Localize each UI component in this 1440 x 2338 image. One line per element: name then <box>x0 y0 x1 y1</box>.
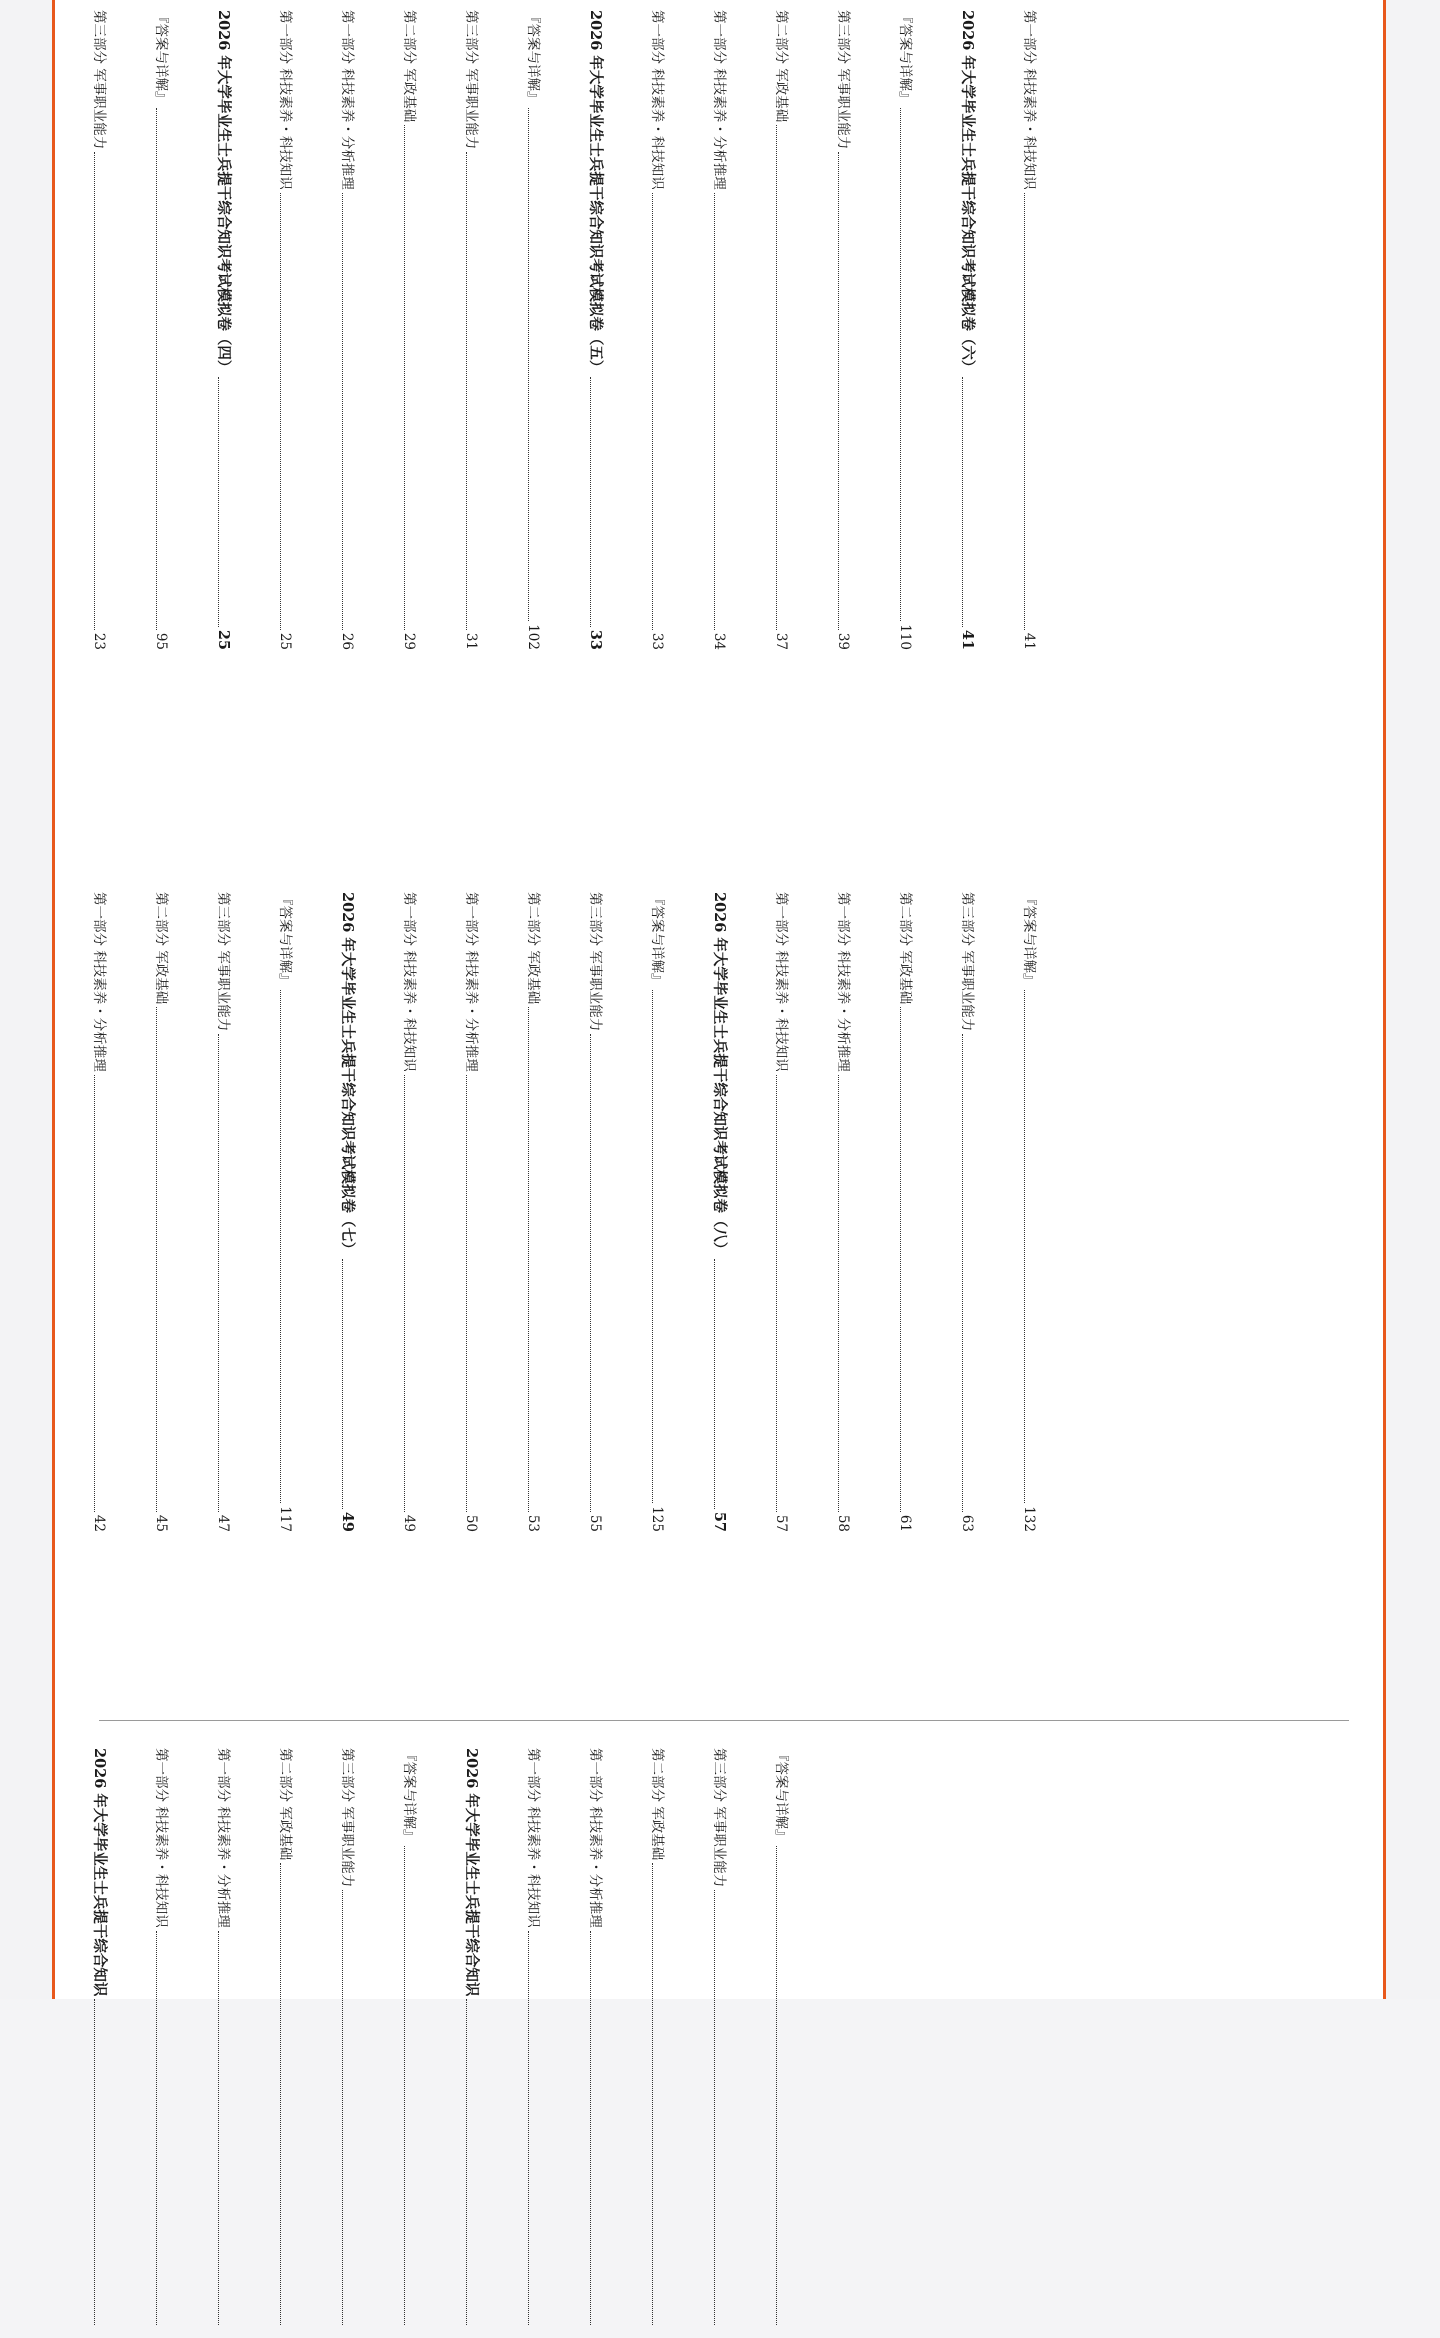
toc-entry[interactable] <box>647 892 671 1532</box>
toc-leader-dots <box>962 1034 964 1512</box>
toc-leader-dots <box>776 1846 778 2326</box>
toc-leader-dots <box>590 1034 592 1512</box>
toc-entry[interactable] <box>151 892 175 1532</box>
toc-entry-title: 『答案与详解』 <box>1021 892 1037 987</box>
toc-leader-dots <box>776 1075 778 1512</box>
column-divider <box>99 1720 1349 1721</box>
toc-entry[interactable] <box>275 1748 299 2328</box>
toc-page-number: 23 <box>91 632 107 650</box>
toc-page-number: 49 <box>339 1511 356 1532</box>
toc-leader-dots <box>466 152 468 630</box>
toc-leader-dots <box>1024 193 1026 630</box>
toc-leader-dots <box>218 1931 220 2325</box>
toc-entry-title: 第一部分 科技素养・科技知识 <box>649 10 665 190</box>
toc-column-1 <box>55 0 1389 660</box>
toc-page-number: 34 <box>711 632 727 650</box>
toc-leader-dots <box>838 152 840 630</box>
toc-leader-dots <box>94 1999 96 2325</box>
toc-page-number: 58 <box>835 1514 851 1532</box>
toc-page-number: 61 <box>897 1514 913 1532</box>
toc-page-number: 102 <box>525 624 541 650</box>
toc-entry-title: 『答案与详解』 <box>153 10 169 105</box>
toc-entry-title: 第三部分 军事职业能力 <box>587 892 603 1032</box>
toc-page <box>52 0 1386 1999</box>
toc-entry-title: 第二部分 军政基础 <box>277 1748 293 1861</box>
toc-entry[interactable] <box>275 892 299 1532</box>
toc-leader-dots <box>218 1034 220 1512</box>
toc-page-number: 29 <box>401 632 417 650</box>
toc-entry[interactable] <box>89 10 113 650</box>
toc-entry-title: 2026 年大学毕业生士兵提干综合知识考试模拟卷（四） <box>215 10 232 375</box>
toc-entry-title: 『答案与详解』 <box>525 10 541 105</box>
toc-leader-dots <box>528 108 530 622</box>
toc-leader-dots <box>280 990 282 1504</box>
toc-entry-title: 『答案与详解』 <box>649 892 665 987</box>
toc-entry[interactable] <box>833 10 857 650</box>
toc-page-number: 47 <box>215 1514 231 1532</box>
toc-entry-title: 第三部分 军事职业能力 <box>711 1748 727 1888</box>
toc-leader-dots <box>404 1075 406 1512</box>
toc-leader-dots <box>528 1931 530 2325</box>
toc-leader-dots <box>962 377 964 626</box>
toc-entry[interactable] <box>213 892 237 1532</box>
toc-leader-dots <box>528 1007 530 1512</box>
toc-page-number: 125 <box>649 1506 665 1532</box>
toc-entry[interactable] <box>213 1748 237 2328</box>
toc-entry-title: 第一部分 科技素养・分析推理 <box>711 10 727 190</box>
toc-entry[interactable] <box>523 1748 547 2328</box>
toc-section-title[interactable] <box>337 892 361 1532</box>
toc-leader-dots <box>900 1007 902 1512</box>
toc-entry-title: 第三部分 军事职业能力 <box>463 10 479 150</box>
toc-page-number: 57 <box>711 1511 728 1532</box>
toc-entry-title: 2026 年大学毕业生士兵提干综合知识 <box>463 1748 480 1997</box>
toc-entry-title: 第三部分 军事职业能力 <box>339 1748 355 1888</box>
toc-entry[interactable] <box>275 10 299 650</box>
toc-page-number: 117 <box>277 1506 293 1532</box>
toc-entry-title: 第一部分 科技素养・分析推理 <box>91 892 107 1072</box>
toc-section-title[interactable] <box>89 1748 113 2328</box>
toc-entry-title: 『答案与详解』 <box>773 1748 789 1843</box>
toc-page-number: 95 <box>153 632 169 650</box>
toc-entry[interactable] <box>833 892 857 1532</box>
rotated-content <box>55 0 1389 1999</box>
toc-page-number: 132 <box>1021 1506 1037 1532</box>
toc-leader-dots <box>156 108 158 630</box>
toc-leader-dots <box>404 1846 406 2326</box>
toc-page-number: 26 <box>339 632 355 650</box>
toc-entry[interactable] <box>337 1748 361 2328</box>
toc-leader-dots <box>652 193 654 630</box>
toc-entry[interactable] <box>461 10 485 650</box>
toc-entry[interactable] <box>461 892 485 1532</box>
toc-entry[interactable] <box>89 892 113 1532</box>
toc-entry[interactable] <box>957 892 981 1532</box>
toc-entry-title: 第三部分 军事职业能力 <box>835 10 851 150</box>
toc-leader-dots <box>652 1863 654 2325</box>
toc-entry[interactable] <box>399 10 423 650</box>
toc-page-number: 41 <box>959 629 976 650</box>
toc-entry-title: 『答案与详解』 <box>897 10 913 105</box>
toc-leader-dots <box>838 1075 840 1512</box>
toc-leader-dots <box>342 193 344 630</box>
toc-entry-title: 第一部分 科技素养・科技知识 <box>773 892 789 1072</box>
toc-entry[interactable] <box>895 892 919 1532</box>
toc-entry-title: 第二部分 军政基础 <box>897 892 913 1005</box>
toc-entry-title: 第三部分 军事职业能力 <box>959 892 975 1032</box>
toc-leader-dots <box>342 1890 344 2325</box>
toc-leader-dots <box>714 193 716 630</box>
toc-entry-title: 第二部分 军政基础 <box>649 1748 665 1861</box>
toc-entry-title: 第一部分 科技素养・科技知识 <box>1021 10 1037 190</box>
toc-leader-dots <box>342 1259 344 1508</box>
toc-leader-dots <box>94 152 96 630</box>
toc-entry-title: 『答案与详解』 <box>401 1748 417 1843</box>
toc-leader-dots <box>1024 990 1026 1504</box>
toc-leader-dots <box>280 193 282 630</box>
toc-leader-dots <box>218 377 220 626</box>
toc-entry-title: 第一部分 科技素养・科技知识 <box>153 1748 169 1928</box>
toc-page-number: 57 <box>773 1514 789 1532</box>
toc-page-number: 42 <box>91 1514 107 1532</box>
toc-page-number: 49 <box>401 1514 417 1532</box>
toc-entry-title: 第一部分 科技素养・分析推理 <box>835 892 851 1072</box>
toc-leader-dots <box>776 125 778 630</box>
toc-entry-title: 第二部分 军政基础 <box>773 10 789 123</box>
toc-entry[interactable] <box>771 1748 795 2328</box>
toc-entry[interactable] <box>585 892 609 1532</box>
toc-entry[interactable] <box>1019 10 1043 650</box>
toc-entry-title: 第二部分 军政基础 <box>401 10 417 123</box>
toc-page-number: 25 <box>215 629 232 650</box>
toc-entry-title: 第二部分 军政基础 <box>153 892 169 1005</box>
toc-entry-title: 第一部分 科技素养・分析推理 <box>215 1748 231 1928</box>
right-background <box>1388 0 1440 1999</box>
toc-page-number: 33 <box>587 629 604 650</box>
toc-page-number: 53 <box>525 1514 541 1532</box>
toc-entry[interactable] <box>523 10 547 650</box>
toc-leader-dots <box>156 1007 158 1512</box>
toc-leader-dots <box>404 125 406 630</box>
toc-entry[interactable] <box>647 10 671 650</box>
toc-entry-title: 第一部分 科技素养・分析推理 <box>587 1748 603 1928</box>
toc-entry-title: 第三部分 军事职业能力 <box>91 10 107 150</box>
toc-page-number: 39 <box>835 632 851 650</box>
toc-leader-dots <box>466 1075 468 1512</box>
toc-entry[interactable] <box>523 892 547 1532</box>
toc-section-title[interactable] <box>957 10 981 650</box>
toc-page-number: 63 <box>959 1514 975 1532</box>
toc-page-number: 41 <box>1021 632 1037 650</box>
toc-entry-title: 第一部分 科技素养・科技知识 <box>401 892 417 1072</box>
toc-page-number: 25 <box>277 632 293 650</box>
toc-page-number: 110 <box>897 624 913 650</box>
toc-leader-dots <box>652 990 654 1504</box>
toc-entry[interactable] <box>771 892 795 1532</box>
toc-column-2 <box>55 882 1389 1542</box>
toc-entry-title: 2026 年大学毕业生士兵提干综合知识考试模拟卷（六） <box>959 10 976 375</box>
toc-leader-dots <box>466 1999 468 2325</box>
left-background <box>0 0 52 1999</box>
toc-entry[interactable] <box>585 1748 609 2328</box>
toc-leader-dots <box>590 377 592 626</box>
toc-page-number: 31 <box>463 632 479 650</box>
toc-entry[interactable] <box>399 1748 423 2328</box>
toc-page-number: 50 <box>463 1514 479 1532</box>
toc-entry-title: 2026 年大学毕业生士兵提干综合知识考试模拟卷（五） <box>587 10 604 375</box>
toc-entry[interactable] <box>771 10 795 650</box>
toc-page-number: 45 <box>153 1514 169 1532</box>
toc-entry[interactable] <box>337 10 361 650</box>
toc-entry[interactable] <box>151 10 175 650</box>
toc-entry[interactable] <box>709 10 733 650</box>
toc-entry-title: 第三部分 军事职业能力 <box>215 892 231 1032</box>
toc-entry[interactable] <box>709 1748 733 2328</box>
toc-leader-dots <box>714 1890 716 2325</box>
toc-entry[interactable] <box>895 10 919 650</box>
toc-entry-title: 第一部分 科技素养・分析推理 <box>339 10 355 190</box>
toc-page-number: 37 <box>773 632 789 650</box>
toc-leader-dots <box>590 1931 592 2325</box>
toc-entry-title: 2026 年大学毕业生士兵提干综合知识考试模拟卷（七） <box>339 892 356 1257</box>
toc-entry-title: 第一部分 科技素养・分析推理 <box>463 892 479 1072</box>
toc-section-title[interactable] <box>585 10 609 650</box>
toc-section-title[interactable] <box>709 892 733 1532</box>
toc-entry-title: 『答案与详解』 <box>277 892 293 987</box>
toc-leader-dots <box>156 1931 158 2325</box>
toc-entry[interactable] <box>399 892 423 1532</box>
toc-entry-title: 2026 年大学毕业生士兵提干综合知识 <box>91 1748 108 1997</box>
toc-page-number: 33 <box>649 632 665 650</box>
toc-entry[interactable] <box>647 1748 671 2328</box>
toc-leader-dots <box>280 1863 282 2325</box>
toc-entry-title: 2026 年大学毕业生士兵提干综合知识考试模拟卷（八） <box>711 892 728 1257</box>
toc-entry[interactable] <box>1019 892 1043 1532</box>
toc-section-title[interactable] <box>213 10 237 650</box>
toc-section-title[interactable] <box>461 1748 485 2328</box>
toc-column-3 <box>55 1738 1389 2338</box>
toc-entry-title: 第一部分 科技素养・科技知识 <box>525 1748 541 1928</box>
toc-leader-dots <box>94 1075 96 1512</box>
toc-entry[interactable] <box>151 1748 175 2328</box>
toc-entry-title: 第一部分 科技素养・科技知识 <box>277 10 293 190</box>
toc-leader-dots <box>714 1259 716 1508</box>
toc-leader-dots <box>900 108 902 622</box>
toc-page-number: 55 <box>587 1514 603 1532</box>
toc-entry-title: 第二部分 军政基础 <box>525 892 541 1005</box>
